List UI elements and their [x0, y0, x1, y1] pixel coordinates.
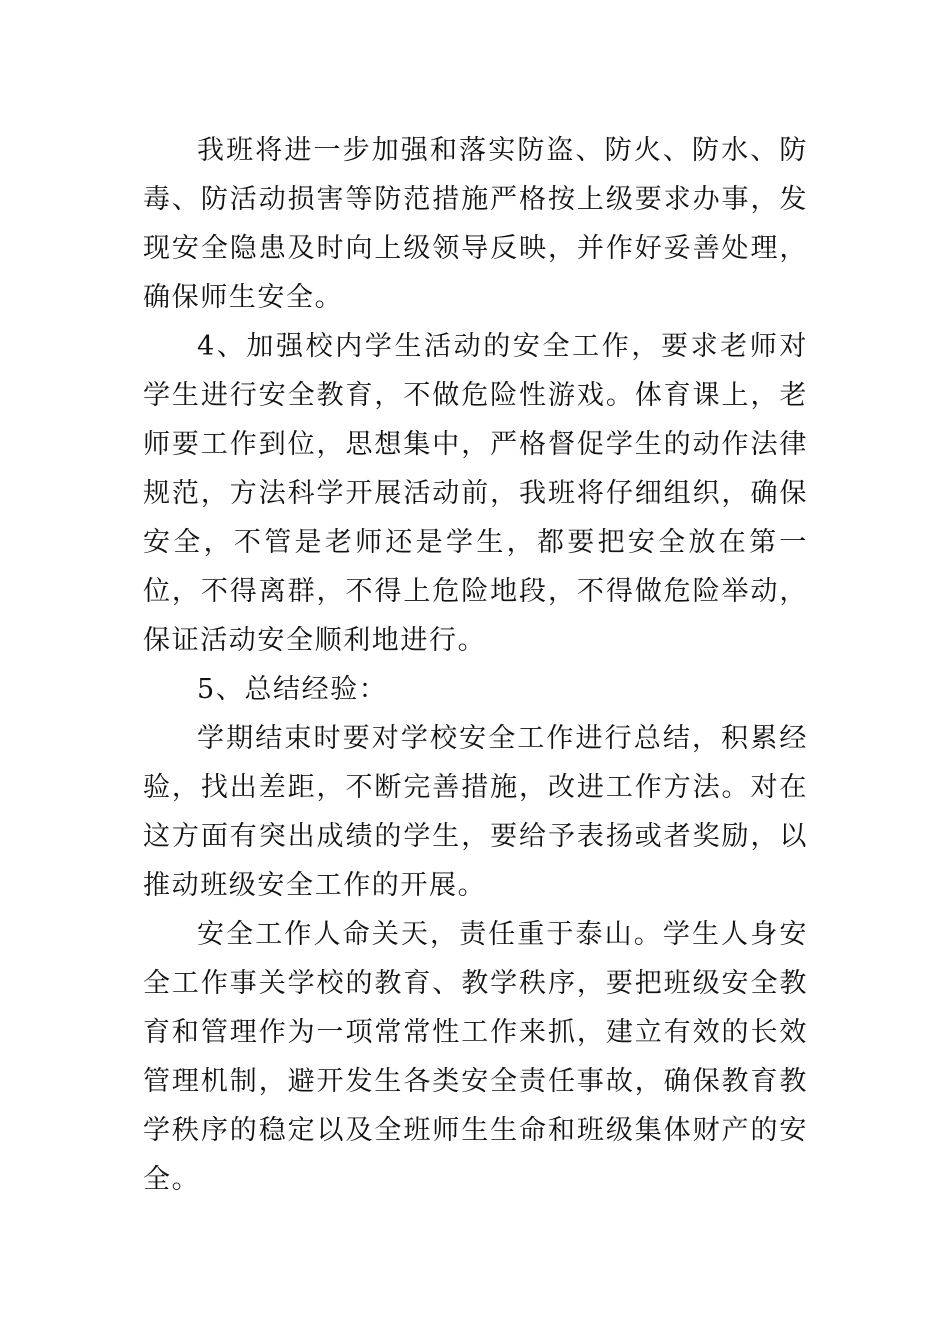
paragraph-conclusion: 安全工作人命关天，责任重于泰山。学生人身安全工作事关学校的教育、教学秩序，要把班级安全教育和管理作为一项常常性工作来抓，建立有效的长效管理机制，避开发生各类安全责任事故，确保教育教学秩序的稳定以及全班师生生命和班级集体财产的安全。 [143, 919, 808, 1195]
document-body [143, 126, 808, 1204]
paragraph-summary: 学期结束时要对学校安全工作进行总结，积累经验，找出差距，不断完善措施，改进工作方法。对在这方面有突出成绩的学生，要给予表扬或者奖励，以推动班级安全工作的开展。 [143, 723, 808, 901]
paragraph-item-5-heading: 5、总结经验： [197, 674, 388, 705]
paragraph-safety-measures: 我班将进一步加强和落实防盗、防火、防水、防毒、防活动损害等防范措施严格按上级要求办事，发现安全隐患及时向上级领导反映，并作好妥善处理，确保师生安全。 [143, 135, 808, 313]
paragraph-item-4-activities: 4、加强校内学生活动的安全工作，要求老师对学生进行安全教育，不做危险性游戏。体育课上，老师要工作到位，思想集中，严格督促学生的动作法律规范，方法科学开展活动前，我班将仔细组织，确保安全，不管是老师还是学生，都要把安全放在第一位，不得离群，不得上危险地段，不得做危险举动，保证活动安全顺利地进行。 [143, 331, 808, 656]
